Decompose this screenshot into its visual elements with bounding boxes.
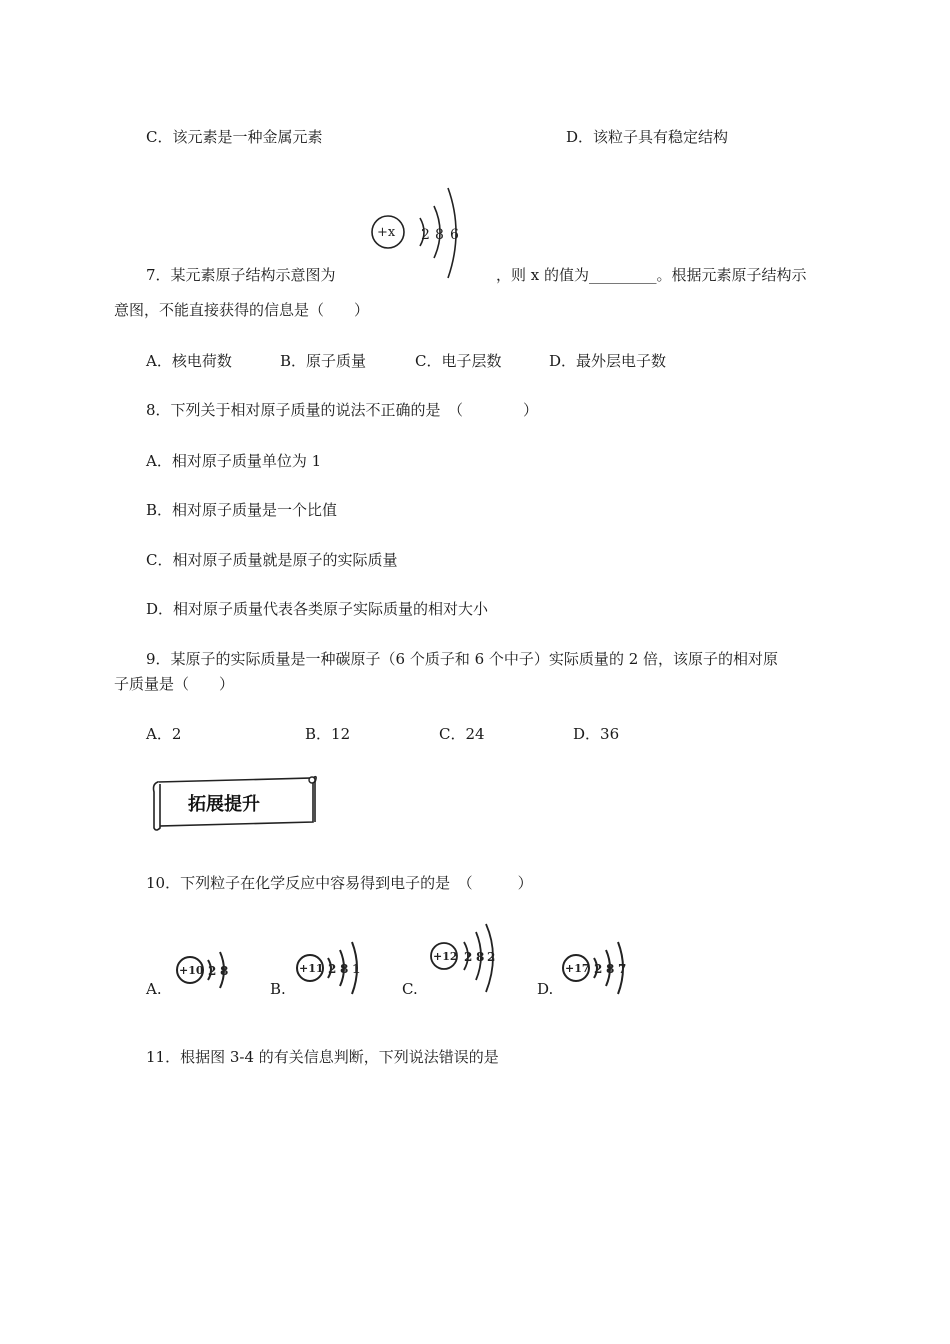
q7-nucleus-label: +x <box>377 225 396 240</box>
q9-option-d: D．36 <box>573 725 620 743</box>
q10-d-shell-1: 2 <box>594 962 603 976</box>
q10-stem: 10．下列粒子在化学反应中容易得到电子的是 （ ） <box>146 874 533 892</box>
q10-b-shell-2: 8 <box>340 962 349 976</box>
q7-option-c: C．电子层数 <box>415 352 502 370</box>
q7-option-b: B．原子质量 <box>280 352 367 370</box>
q7-shell-3: 6 <box>450 227 459 243</box>
q10-b-shell-3: 1 <box>352 962 361 976</box>
q7-stem-start: 7．某元素原子结构示意图为 <box>146 266 336 284</box>
q10-a-shell-2: 8 <box>220 964 229 978</box>
q10-option-b-letter: B. <box>270 980 286 998</box>
q10-d-shell-3: 7 <box>618 962 627 976</box>
banner-label: 拓展提升 <box>188 794 260 815</box>
q10-c-shell-1: 2 <box>464 950 473 964</box>
q9-option-b: B．12 <box>305 725 351 743</box>
q7-stem-line2: 意图，不能直接获得的信息是（ ） <box>114 301 370 319</box>
q9-stem-line1: 9．某原子的实际质量是一种碳原子（6 个质子和 6 个中子）实际质量的 2 倍，该原子的相对原 <box>146 650 779 668</box>
q10-a-nucleus: +10 <box>179 964 204 977</box>
q10-d-shell-2: 8 <box>606 962 615 976</box>
section-banner <box>148 772 320 834</box>
q10-c-nucleus: +12 <box>433 950 458 963</box>
q10-c-shell-3: 2 <box>487 950 496 964</box>
q10-b-nucleus: +11 <box>299 962 324 975</box>
q7-shell-1: 2 <box>421 227 430 243</box>
q10-c-shell-2: 8 <box>476 950 485 964</box>
q8-option-c: C．相对原子质量就是原子的实际质量 <box>146 551 398 569</box>
q7-option-d: D．最外层电子数 <box>549 352 667 370</box>
q8-option-d: D．相对原子质量代表各类原子实际质量的相对大小 <box>146 600 489 618</box>
q8-option-b: B．相对原子质量是一个比值 <box>146 501 338 519</box>
q10-a-shell-1: 2 <box>208 964 217 978</box>
q7-stem-end: ，则 x 的值为_________。根据元素原子结构示 <box>496 266 807 284</box>
q8-option-a: A．相对原子质量单位为 1 <box>146 452 322 470</box>
q7-atom-diagram <box>368 182 468 282</box>
q10-option-b-diagram <box>290 936 370 1000</box>
q8-stem: 8．下列关于相对原子质量的说法不正确的是 （ ） <box>146 401 539 419</box>
q6-option-c: C．该元素是一种金属元素 <box>146 128 323 146</box>
q9-option-c: C．24 <box>439 725 485 743</box>
q9-stem-line2: 子质量是（ ） <box>114 675 235 693</box>
q10-option-a-letter: A. <box>146 980 162 998</box>
q11-stem: 11．根据图 3-4 的有关信息判断，下列说法错误的是 <box>146 1048 499 1066</box>
q6-option-d: D．该粒子具有稳定结构 <box>566 128 729 146</box>
q10-option-c-letter: C. <box>402 980 418 998</box>
q10-option-d-diagram <box>558 936 638 1000</box>
q9-option-a: A．2 <box>146 725 182 743</box>
q7-option-a: A．核电荷数 <box>146 352 232 370</box>
q7-shell-2: 8 <box>435 227 444 243</box>
q10-d-nucleus: +17 <box>565 962 590 975</box>
q10-option-d-letter: D. <box>537 980 554 998</box>
q10-option-c-diagram <box>424 922 504 998</box>
q10-b-shell-1: 2 <box>328 962 337 976</box>
q10-option-a-diagram <box>170 940 240 1000</box>
